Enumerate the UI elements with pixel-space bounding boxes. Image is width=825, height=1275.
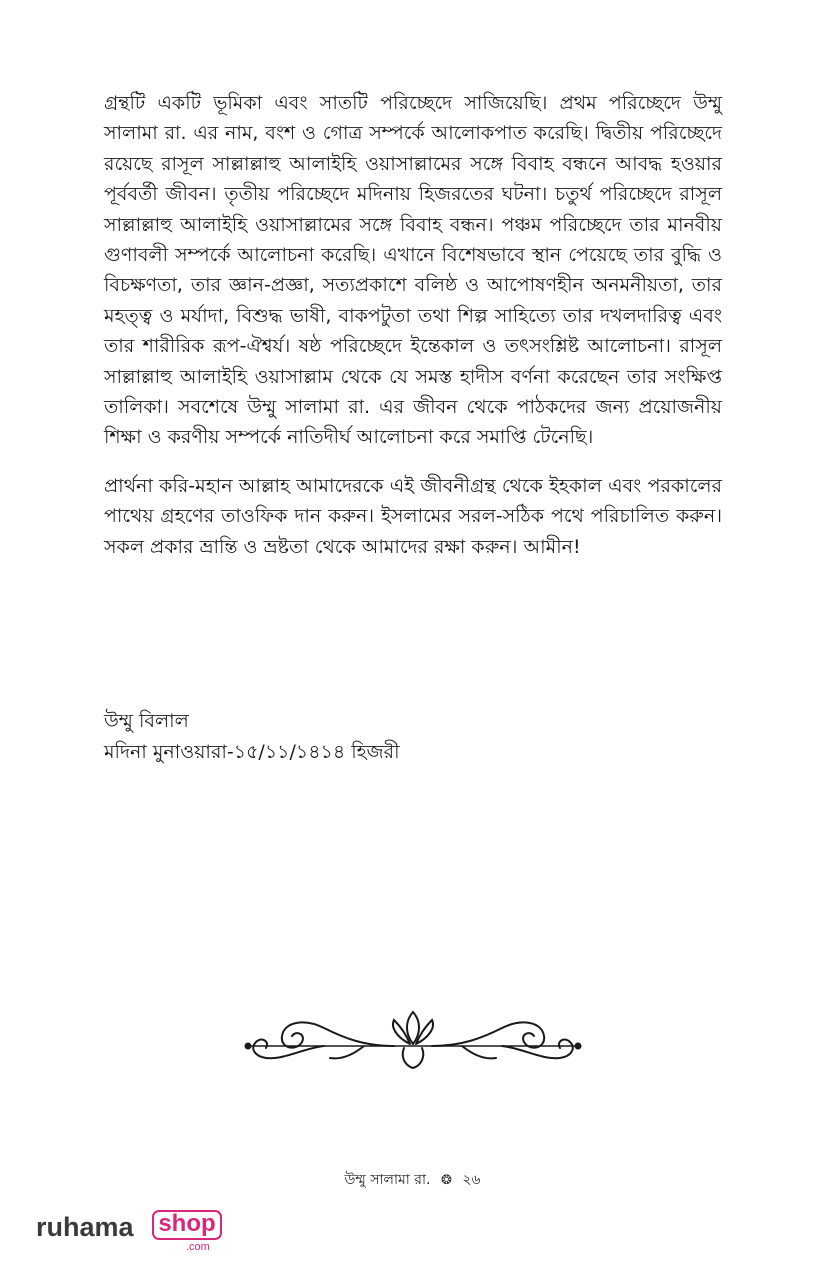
logo-wordmark-shop: shop (152, 1210, 222, 1240)
decorative-flourish-divider-icon (244, 1008, 582, 1072)
logo-domain: .com (186, 1241, 210, 1253)
footer-separator-icon: ❂ (440, 1173, 452, 1188)
logo-wordmark-ruhama: ruhama (36, 1212, 134, 1242)
paragraph-prayer: প্রার্থনা করি-মহান আল্লাহ আমাদেরকে এই জীবনীগ্রন্থ থেকে ইহকাল এবং পরকালের পাথেয় গ্রহণের তাওফিক দান করুন। ইসলামের সরল-সঠিক পথে পরিচালিত করুন। সকল প্রকার ভ্রান্তি ও ভ্রষ্টতা থেকে আমাদের রক্ষা করুন। আমীন! (104, 474, 722, 558)
signature-block (104, 706, 722, 768)
place-and-date: মদিনা মুনাওয়ারা-১৫/১১/১৪১৪ হিজরী (104, 741, 400, 763)
preface-body (104, 88, 722, 580)
author-name: উম্মু বিলাল (104, 710, 189, 732)
page-number: ২৬ (462, 1172, 481, 1188)
page-footer (0, 1168, 825, 1192)
running-title: উম্মু সালামা রা. (344, 1172, 431, 1188)
paragraph-book-outline: গ্রন্থটি একটি ভূমিকা এবং সাতটি পরিচ্ছেদে সাজিয়েছি। প্রথম পরিচ্ছেদে উম্মু সালামা রা. এর নাম, বংশ ও গোত্র সম্পর্কে আলোকপাত করেছি। দ্বিতীয় পরিচ্ছেদে রয়েছে রাসূল সাল্লাল্লাহু আলাইহি ওয়াসাল্লামের সঙ্গে বিবাহ বন্ধনে আবদ্ধ হওয়ার পূর্ববর্তী জীবন। তৃতীয় পরিচ্ছেদে মদিনায় হিজরতের ঘটনা। চতুর্থ পরিচ্ছেদে রাসূল সাল্লাল্লাহু আলাইহি ওয়াসাল্লামের সঙ্গে বিবাহ বন্ধন। পঞ্চম পরিচ্ছেদে তার মানবীয় গুণাবলী সম্পর্কে আলোচনা করেছি। এখানে বিশেষভাবে স্থান পেয়েছে তার বুদ্ধি ও বিচক্ষণতা, তার জ্ঞান-প্রজ্ঞা, সত্যপ্রকাশে বলিষ্ঠ ও আপোষণহীন অনমনীয়তা, তার মহত্ত্ব ও মর্যাদা, বিশুদ্ধ ভাষী, বাকপটুতা তথা শিল্প সাহিত্যে তার দখলদারিত্ব এবং তার শারীরিক রূপ-ঐশ্বর্য। ষষ্ঠ পরিচ্ছেদে ইন্তেকাল ও তৎসংশ্লিষ্ট আলোচনা। রাসূল সাল্লাল্লাহু আলাইহি ওয়াসাল্লাম থেকে যে সমস্ত হাদীস বর্ণনা করেছেন তার সংক্ষিপ্ত তালিকা। সবশেষে উম্মু সালামা রা. এর জীবন থেকে পাঠকদের জন্য প্রয়োজনীয় শিক্ষা ও করণীয় সম্পর্কে নাতিদীর্ঘ আলোচনা করে সমাপ্তি টেনেছি। (104, 92, 722, 449)
